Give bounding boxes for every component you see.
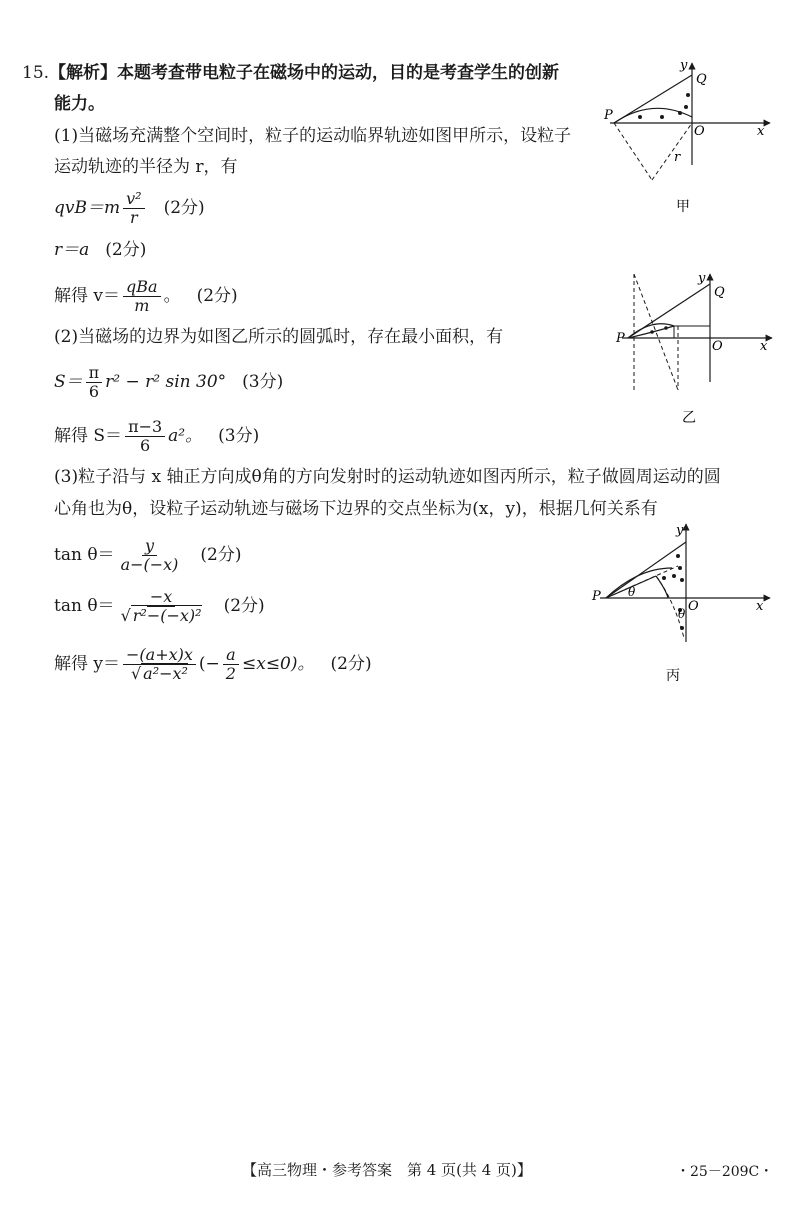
denominator: a²−x² xyxy=(143,664,188,683)
label-x: x xyxy=(760,339,768,354)
radius-line xyxy=(614,123,652,180)
caption-yi: 乙 xyxy=(682,410,696,426)
label-p: P xyxy=(604,108,613,123)
field-dot xyxy=(650,330,654,334)
dashed-guide xyxy=(634,274,678,390)
trajectory-arc xyxy=(614,108,692,123)
label-o: O xyxy=(694,124,705,139)
label-o: O xyxy=(712,339,723,354)
part1-equation-1 xyxy=(54,190,205,227)
numerator: v² xyxy=(123,190,144,209)
points: (2分) xyxy=(223,596,265,616)
part2-equation-2 xyxy=(54,418,259,455)
denominator: r xyxy=(130,208,138,227)
condition-start: (− xyxy=(198,654,220,674)
fraction xyxy=(118,537,182,574)
figure-jia xyxy=(600,55,780,225)
points: (3分) xyxy=(218,426,260,446)
eq-rest: a²。 xyxy=(168,426,203,446)
part2-equation-1 xyxy=(54,364,283,401)
field-dot xyxy=(660,115,664,119)
label-q: Q xyxy=(696,72,707,87)
points: (2分) xyxy=(330,654,372,674)
points: (2分) xyxy=(163,198,205,218)
intro-line-1: 本题考查带电粒子在磁场中的运动，目的是考查学生的创新 xyxy=(117,63,560,83)
fraction xyxy=(123,278,161,315)
rect-guide xyxy=(674,326,710,338)
part3-text-2: 心角也为θ，设粒子运动轨迹与磁场下边界的交点坐标为(x，y)，根据几何关系有 xyxy=(54,499,658,519)
intro-line-2: 能力。 xyxy=(54,94,105,114)
eq-text: r＝a xyxy=(54,240,90,260)
condition-fraction xyxy=(223,646,239,683)
label-theta-2: θ xyxy=(678,607,686,621)
numerator: a xyxy=(223,646,239,665)
field-dot xyxy=(684,105,688,109)
part3-equation-1 xyxy=(54,537,242,574)
denominator: 6 xyxy=(140,436,151,455)
label-p: P xyxy=(616,331,625,346)
denominator: r²−(−x)² xyxy=(132,606,202,625)
label-x: x xyxy=(756,599,764,614)
field-dot xyxy=(680,578,684,582)
part1-equation-3 xyxy=(54,278,238,315)
denominator: a−(−x) xyxy=(120,555,179,574)
part2-text: (2)当磁场的边界为如图乙所示的圆弧时，存在最小面积，有 xyxy=(54,327,504,347)
label-o: O xyxy=(688,599,699,614)
numerator: qBa xyxy=(123,278,161,297)
eq-lhs: tan θ＝ xyxy=(54,545,115,565)
eq-lhs: S＝ xyxy=(54,372,83,392)
label-q: Q xyxy=(714,285,725,300)
eq-lhs: tan θ＝ xyxy=(54,596,115,616)
numerator: −(a+x)x xyxy=(123,646,196,665)
part1-equation-2 xyxy=(54,238,146,262)
sqrt-sign: √ xyxy=(120,606,131,625)
figure-yi xyxy=(612,270,782,430)
field-dot xyxy=(686,93,690,97)
boundary-line xyxy=(606,542,686,598)
label-theta-1: θ xyxy=(628,585,636,599)
numerator: −x xyxy=(147,588,175,607)
label-x: x xyxy=(757,124,765,139)
caption-bing: 丙 xyxy=(666,668,680,684)
field-dot xyxy=(676,554,680,558)
sqrt-sign: √ xyxy=(130,664,142,683)
footer-title: 【高三物理・参考答案 第 4 页(共 4 页)】 xyxy=(242,1161,532,1179)
points: (2分) xyxy=(105,240,147,260)
label-p: P xyxy=(592,589,601,604)
points: (3分) xyxy=(242,372,284,392)
field-dot xyxy=(678,111,682,115)
eq-lhs: 解得 y＝ xyxy=(54,654,121,674)
condition-end: ≤x≤0)。 xyxy=(241,654,315,674)
eq-lhs: 解得 v＝ xyxy=(54,286,121,306)
denominator: m xyxy=(134,296,150,315)
question-number: 15. xyxy=(22,63,50,83)
field-dot xyxy=(680,626,684,630)
fraction xyxy=(123,646,196,683)
radius-line xyxy=(652,123,692,180)
caption-jia: 甲 xyxy=(676,199,690,215)
eq-rest: r² − r² sin 30° xyxy=(105,372,227,392)
label-y: y xyxy=(680,58,688,73)
question-heading xyxy=(22,61,559,85)
field-dot xyxy=(672,574,676,578)
denominator: 2 xyxy=(225,664,236,683)
part3-equation-3 xyxy=(54,646,372,683)
part1-text-2: 运动轨迹的半径为 r，有 xyxy=(54,157,238,177)
points: (2分) xyxy=(200,545,242,565)
denominator: 6 xyxy=(88,382,99,401)
fraction xyxy=(123,190,144,227)
eq-end: 。 xyxy=(163,286,181,306)
numerator: π−3 xyxy=(125,418,165,437)
footer-code: ・25－209C・ xyxy=(676,1164,774,1180)
fraction xyxy=(118,588,205,625)
fraction xyxy=(125,418,165,455)
points: (2分) xyxy=(196,286,238,306)
part1-text-1: (1)当磁场充满整个空间时，粒子的运动临界轨迹如图甲所示，设粒子 xyxy=(54,126,572,146)
field-dot xyxy=(638,115,642,119)
part3-equation-2 xyxy=(54,588,265,625)
eq-lhs: 解得 S＝ xyxy=(54,426,123,446)
fraction xyxy=(86,364,103,401)
analysis-tag: 【解析】 xyxy=(49,63,118,83)
field-dot xyxy=(664,326,668,330)
label-r: r xyxy=(674,150,681,165)
part3-text-1: (3)粒子沿与 x 轴正方向成θ角的方向发射时的运动轨迹如图丙所示，粒子做圆周运动的圆 xyxy=(54,467,721,487)
field-dot xyxy=(662,576,666,580)
numerator: π xyxy=(86,364,103,383)
figure-bing xyxy=(590,520,780,690)
label-y: y xyxy=(698,271,706,286)
eq-lhs: qvB＝m xyxy=(54,198,121,218)
label-y: y xyxy=(676,523,684,538)
field-dot xyxy=(678,566,682,570)
numerator: y xyxy=(142,537,157,556)
